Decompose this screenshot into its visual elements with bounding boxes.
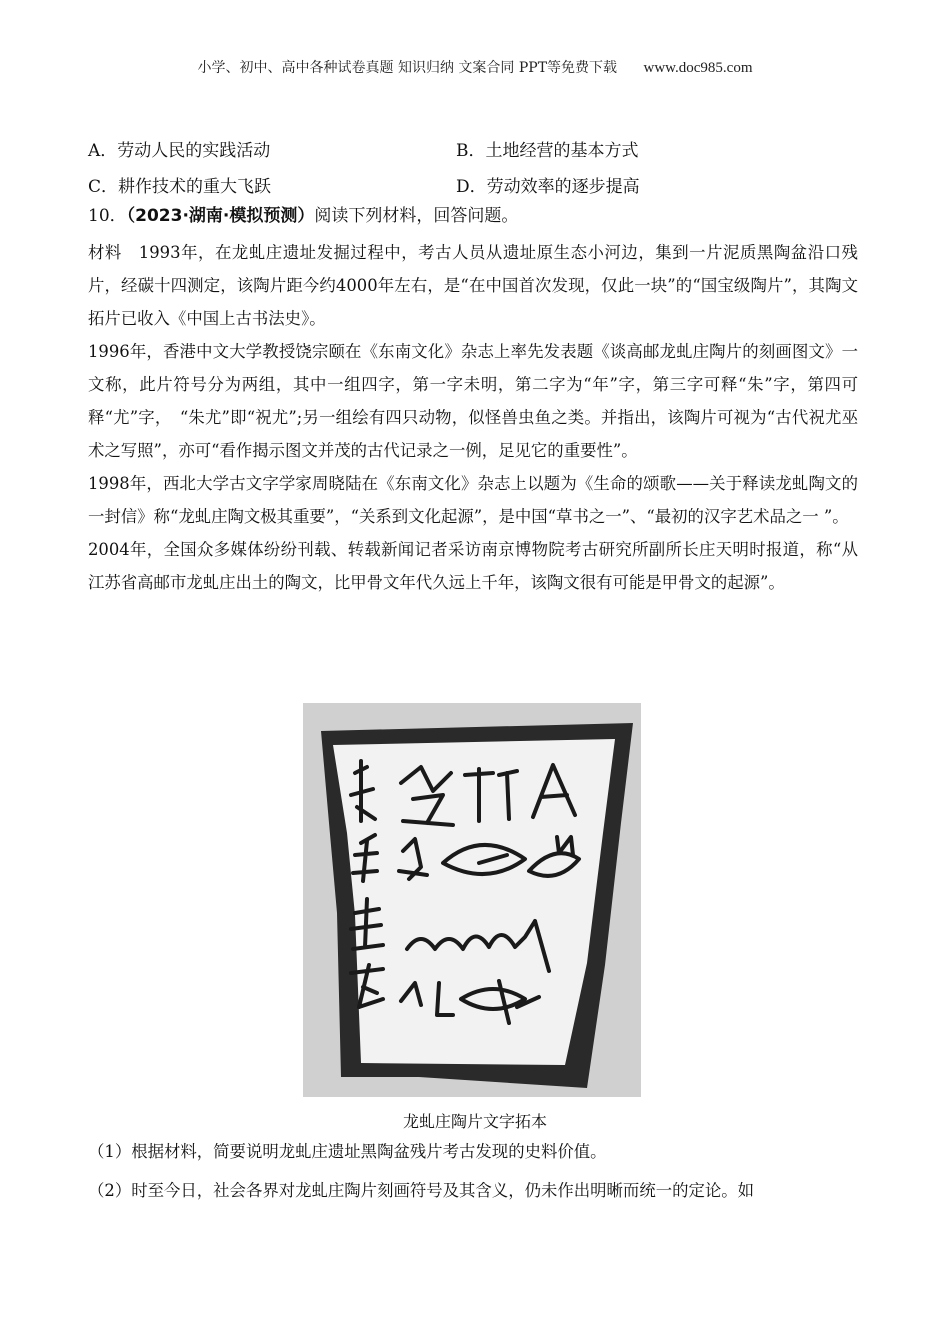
material-paragraph-2: 1996年，香港中文大学教授饶宗颐在《东南文化》杂志上率先发表题《谈高邮龙虬庄陶片的刻画图文》一文称，此片符号分为两组，其中一组四字，第一字未明，第二字为“年”字，第三字可释“朱”字，第四可释“尤”字， “朱尤”即“祝尤”;另一组绘有四只动物，似怪兽虫鱼之类。并指出，该陶片可视为“古代祝尤巫术之写照”，亦可“看作揭示图文并茂的古代记录之一例，足见它的重要性”。: [88, 342, 858, 460]
pottery-rubbing-drawing: [303, 703, 641, 1097]
question-prompt: 阅读下列材料，回答问题。: [314, 206, 519, 226]
option-c: C．耕作技术的重大飞跃: [88, 176, 272, 197]
question-source: （2023·湖南·模拟预测）: [126, 206, 315, 226]
answer-options: [88, 130, 868, 202]
page-header: [0, 57, 950, 77]
sub-question-1: （1）根据材料，简要说明龙虬庄遗址黑陶盆残片考古发现的史料价值。: [88, 1142, 607, 1161]
option-a: A．劳动人民的实践活动: [88, 140, 271, 161]
options-row-1: [88, 130, 868, 166]
sub-question-2: （2）时至今日，社会各界对龙虬庄陶片刻画符号及其含义，仍未作出明晰而统一的定论。如: [88, 1181, 755, 1200]
option-b: B．土地经营的基本方式: [456, 140, 639, 161]
header-site-link[interactable]: www.doc985.com: [643, 60, 753, 76]
options-row-2: [88, 166, 868, 202]
material-text: [88, 236, 858, 599]
pottery-rubbing-image: [303, 703, 641, 1097]
material-paragraph-4: 2004年，全国众多媒体纷纷刊载、转载新闻记者采访南京博物院考古研究所副所长庄天明时报道，称“从江苏省高邮市龙虬庄出土的陶文，比甲骨文年代久远上千年，该陶文很有可能是甲骨文的起源”。: [88, 540, 858, 592]
question-heading: [88, 201, 518, 226]
header-text: 小学、初中、高中各种试卷真题 知识归纳 文案合同 PPT等免费下载: [197, 60, 618, 76]
question-number: 10．: [88, 206, 127, 226]
figure-caption: 龙虬庄陶片文字拓本: [402, 1112, 547, 1131]
material-paragraph-1: 材料 1993年，在龙虬庄遗址发掘过程中，考古人员从遗址原生态小河边，集到一片泥质黑陶盆沿口残片，经碳十四测定，该陶片距今约4000年左右，是“在中国首次发现，仅此一块”的“国宝级陶片”，其陶文拓片已收入《中国上古书法史》。: [88, 243, 858, 328]
material-paragraph-3: 1998年，西北大学古文字学家周晓陆在《东南文化》杂志上以题为《生命的颂歌——关于释读龙虬陶文的一封信》称“龙虬庄陶文极其重要”，“关系到文化起源”，是中国“草书之一”、“最初的汉字艺术品之一 ”。: [88, 474, 858, 526]
option-d: D．劳动效率的逐步提高: [456, 176, 640, 197]
